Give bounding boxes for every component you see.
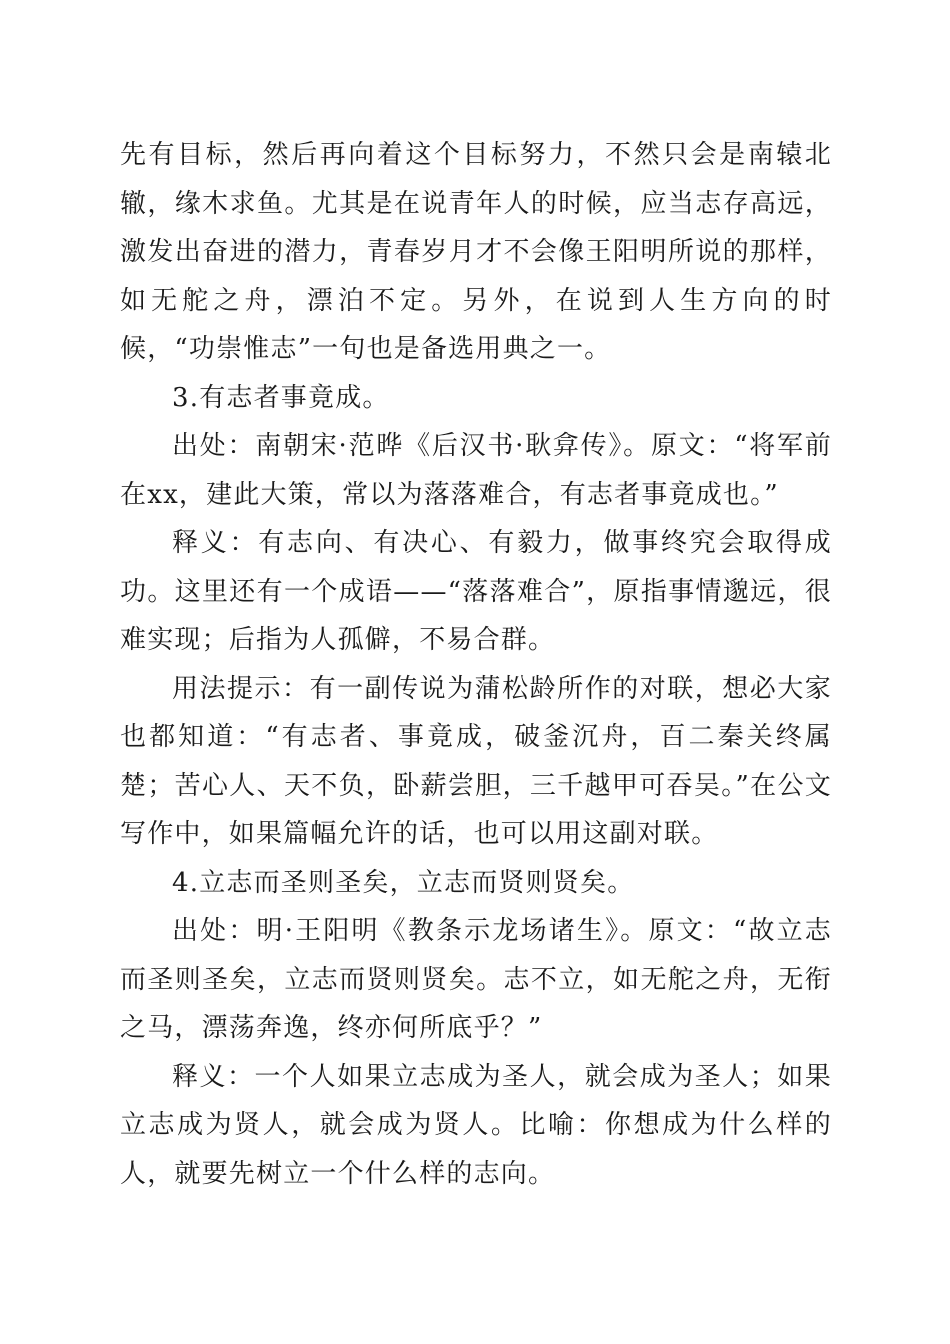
paragraph-meaning-3: 释义：有志向、有决心、有毅力，做事终究会取得成功。这里还有一个成语——“落落难合”，原指事情邈远，很难实现；后指为人孤僻，不易合群。	[120, 528, 832, 655]
paragraph-source-3: 出处：南朝宋·范晔《后汉书·耿弇传》。原文：“将军前在xx，建此大策，常以为落落难合，有志者事竟成也。”	[120, 431, 832, 510]
paragraph-source-4: 出处：明·王阳明《教条示龙场诸生》。原文：“故立志而圣则圣矣，立志而贤则贤矣。志不立，如无舵之舟，无衔之马，漂荡奔逸，终亦何所底乎？”	[120, 916, 832, 1043]
section-heading-3: 3.有志者事竟成。	[172, 382, 390, 413]
section-heading-4: 4.立志而圣则圣矣，立志而贤则贤矣。	[172, 867, 635, 898]
paragraph-usage-3: 用法提示：有一副传说为蒲松龄所作的对联，想必大家也都知道：“有志者、事竟成，破釜沉舟，百二秦关终属楚；苦心人、天不负，卧薪尝胆，三千越甲可吞吴。”在公文写作中，如果篇幅允许的话，也可以用这副对联。	[120, 673, 832, 849]
paragraph-continuation: 先有目标，然后再向着这个目标努力，不然只会是南辕北辙，缘木求鱼。尤其是在说青年人的时候，应当志存高远，激发出奋进的潜力，青春岁月才不会像王阳明所说的那样，如无舵之舟，漂泊不定。另外，在说到人生方向的时候，“功崇惟志”一句也是备选用典之一。	[120, 140, 832, 364]
document-page	[120, 131, 832, 1198]
paragraph-meaning-4: 释义：一个人如果立志成为圣人，就会成为圣人；如果立志成为贤人，就会成为贤人。比喻：你想成为什么样的人，就要先树立一个什么样的志向。	[120, 1061, 832, 1189]
